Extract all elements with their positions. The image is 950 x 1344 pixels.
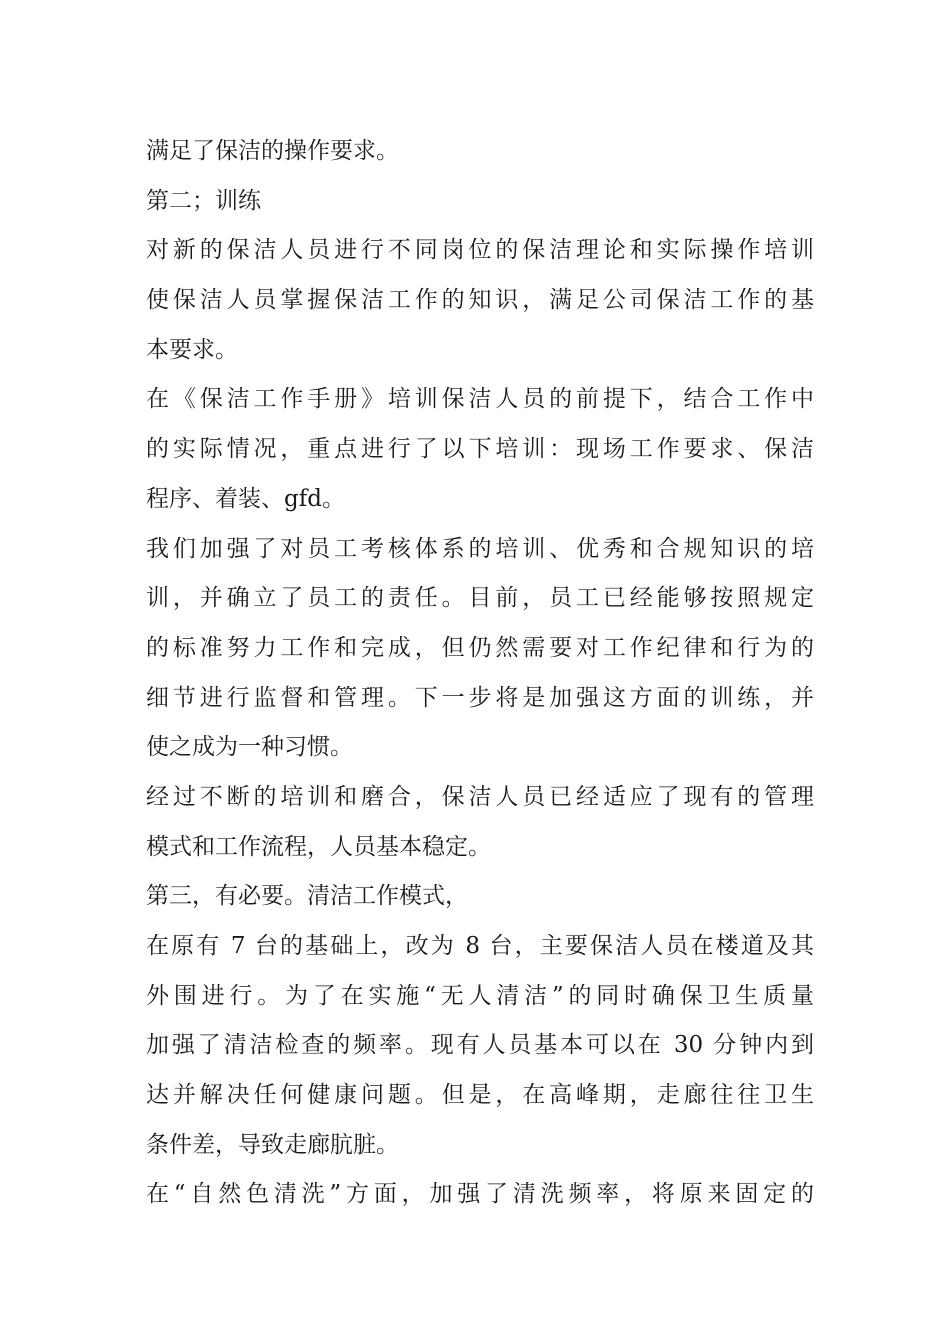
- text-line: 条件差，导致走廊肮脏。: [146, 1131, 399, 1158]
- text-line: 模式和工作流程，人员基本稳定。: [146, 833, 491, 860]
- text-line: 在《保洁工作手册》培训保洁人员的前提下，结合工作中: [146, 386, 814, 413]
- text-line: 第二；训练: [146, 187, 261, 214]
- text-line: 的标准努力工作和完成，但仍然需要对工作纪律和行为的: [146, 634, 814, 661]
- text-line: 第三，有必要。清洁工作模式，: [146, 883, 468, 910]
- text-line: 训，并确立了员工的责任。目前，员工已经能够按照规定: [146, 585, 814, 612]
- text-line: 细节进行监督和管理。下一步将是加强这方面的训练，并: [146, 684, 814, 711]
- text-line: 满足了保洁的操作要求。: [146, 138, 399, 164]
- text-line: 在“自然色清洗”方面，加强了清洗频率，将原来固定的: [146, 1181, 814, 1208]
- text-line: 使之成为一种习惯。: [146, 734, 353, 761]
- text-line: 在原有 7 台的基础上，改为 8 台，主要保洁人员在楼道及其: [146, 933, 814, 959]
- text-line: 对新的保洁人员进行不同岗位的保洁理论和实际操作培训: [146, 237, 814, 264]
- text-line: 的实际情况，重点进行了以下培训：现场工作要求、保洁: [146, 436, 814, 463]
- text-line: 经过不断的培训和磨合，保洁人员已经适应了现有的管理: [146, 783, 814, 810]
- text-line: 本要求。: [146, 336, 238, 363]
- text-line: 我们加强了对员工考核体系的培训、优秀和合规知识的培: [146, 535, 814, 562]
- text-line: 程序、着装、gfd。: [146, 485, 345, 512]
- text-line: 使保洁人员掌握保洁工作的知识，满足公司保洁工作的基: [146, 287, 814, 314]
- text-line: 外围进行。为了在实施“无人清洁”的同时确保卫生质量: [146, 982, 814, 1009]
- text-line: 加强了清洁检查的频率。现有人员基本可以在 30 分钟内到: [146, 1032, 814, 1059]
- text-line: 达并解决任何健康问题。但是，在高峰期，走廊往往卫生: [146, 1082, 814, 1109]
- document-body: [146, 127, 814, 1220]
